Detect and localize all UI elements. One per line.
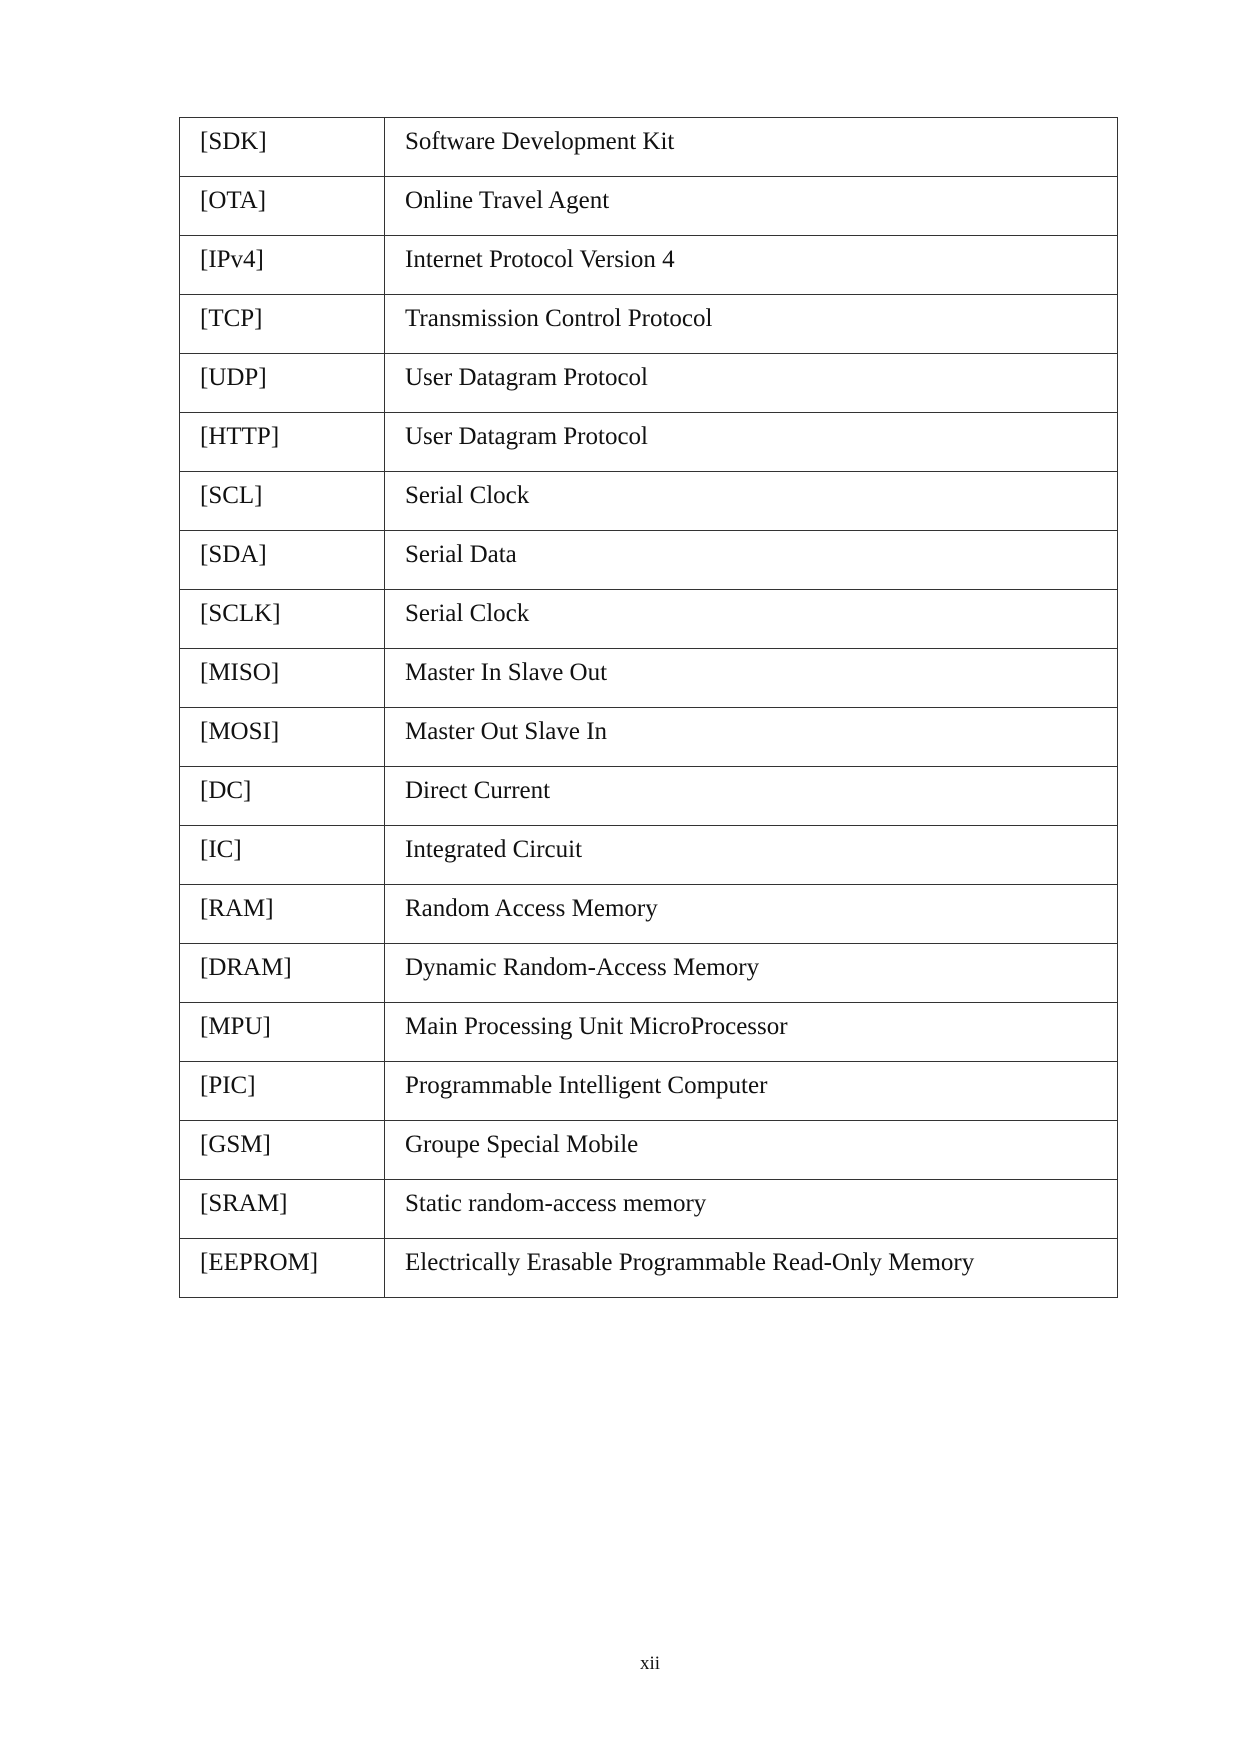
definition-cell (385, 1180, 1118, 1239)
table-row (180, 944, 1118, 1003)
definition-text: User Datagram Protocol (405, 423, 648, 450)
abbreviation-cell (180, 1180, 385, 1239)
definition-cell (385, 1062, 1118, 1121)
definition-cell (385, 118, 1118, 177)
abbreviation-cell (180, 531, 385, 590)
definition-text: Direct Current (405, 777, 551, 804)
abbreviation-cell (180, 826, 385, 885)
definition-cell (385, 472, 1118, 531)
page-number: xii (639, 1653, 661, 1674)
definition-text: Serial Clock (405, 600, 530, 627)
definition-cell (385, 649, 1118, 708)
abbreviation-cell (180, 177, 385, 236)
definition-cell (385, 177, 1118, 236)
definition-cell (385, 708, 1118, 767)
abbreviation-cell (180, 413, 385, 472)
table-row (180, 767, 1118, 826)
definition-text: Integrated Circuit (405, 836, 583, 863)
abbreviation-cell (180, 590, 385, 649)
abbreviation-text: [SDK] (200, 128, 267, 155)
definition-cell (385, 1121, 1118, 1180)
abbreviation-cell (180, 1062, 385, 1121)
abbreviation-cell (180, 885, 385, 944)
definition-text: Transmission Control Protocol (405, 305, 713, 332)
definition-text: User Datagram Protocol (405, 364, 648, 391)
definition-text: Master Out Slave In (405, 718, 608, 745)
abbreviation-text: [EEPROM] (200, 1249, 319, 1276)
definition-text: Software Development Kit (405, 128, 675, 155)
table-row (180, 1180, 1118, 1239)
abbreviation-cell (180, 944, 385, 1003)
definition-text: Dynamic Random-Access Memory (405, 954, 760, 981)
definition-cell (385, 590, 1118, 649)
abbreviation-text: [SCLK] (200, 600, 281, 627)
table-row (180, 708, 1118, 767)
definition-cell (385, 295, 1118, 354)
definition-cell (385, 944, 1118, 1003)
table-row (180, 885, 1118, 944)
table-row (180, 177, 1118, 236)
definition-cell (385, 1239, 1118, 1298)
definition-text: Master In Slave Out (405, 659, 608, 686)
table-row (180, 1121, 1118, 1180)
abbreviation-cell (180, 1121, 385, 1180)
abbreviation-text: [DC] (200, 777, 252, 804)
table-row (180, 1003, 1118, 1062)
definition-cell (385, 531, 1118, 590)
abbreviation-text: [IPv4] (200, 246, 264, 273)
abbreviation-text: [GSM] (200, 1131, 271, 1158)
definition-text: Static random-access memory (405, 1190, 707, 1217)
abbreviation-cell (180, 649, 385, 708)
definition-text: Serial Data (405, 541, 517, 568)
abbreviation-cell (180, 354, 385, 413)
table-row (180, 472, 1118, 531)
definition-text: Online Travel Agent (405, 187, 610, 214)
table-row (180, 590, 1118, 649)
definition-cell (385, 1003, 1118, 1062)
abbreviation-table (179, 117, 1118, 1298)
abbreviation-text: [DRAM] (200, 954, 292, 981)
table-row (180, 413, 1118, 472)
abbreviation-text: [HTTP] (200, 423, 280, 450)
abbreviation-text: [SRAM] (200, 1190, 288, 1217)
abbreviation-text: [RAM] (200, 895, 274, 922)
abbreviation-text: [SCL] (200, 482, 263, 509)
abbreviation-text: [MISO] (200, 659, 280, 686)
abbreviation-text: [IC] (200, 836, 242, 863)
definition-cell (385, 826, 1118, 885)
table-row (180, 295, 1118, 354)
abbreviation-text: [PIC] (200, 1072, 256, 1099)
table-row (180, 236, 1118, 295)
abbreviation-cell (180, 1239, 385, 1298)
table-row (180, 1062, 1118, 1121)
definition-cell (385, 236, 1118, 295)
definition-cell (385, 885, 1118, 944)
definition-text: Groupe Special Mobile (405, 1131, 639, 1158)
abbreviation-cell (180, 236, 385, 295)
table-row (180, 531, 1118, 590)
table-row (180, 1239, 1118, 1298)
abbreviation-cell (180, 295, 385, 354)
definition-text: Electrically Erasable Programmable Read-Only Memory (405, 1249, 975, 1276)
abbreviation-cell (180, 708, 385, 767)
definition-text: Random Access Memory (405, 895, 658, 922)
definition-cell (385, 413, 1118, 472)
abbreviation-text: [MOSI] (200, 718, 280, 745)
definition-cell (385, 354, 1118, 413)
abbreviation-cell (180, 472, 385, 531)
definition-text: Programmable Intelligent Computer (405, 1072, 768, 1099)
abbreviation-cell (180, 767, 385, 826)
abbreviation-cell (180, 118, 385, 177)
table-row (180, 354, 1118, 413)
definition-text: Main Processing Unit MicroProcessor (405, 1013, 788, 1040)
definition-text: Serial Clock (405, 482, 530, 509)
abbreviation-text: [MPU] (200, 1013, 271, 1040)
abbreviation-text: [SDA] (200, 541, 267, 568)
table-row (180, 118, 1118, 177)
table-row (180, 649, 1118, 708)
abbreviation-text: [UDP] (200, 364, 267, 391)
abbreviation-text: [TCP] (200, 305, 263, 332)
definition-text: Internet Protocol Version 4 (405, 246, 675, 273)
table-row (180, 826, 1118, 885)
abbreviation-cell (180, 1003, 385, 1062)
definition-cell (385, 767, 1118, 826)
abbreviation-text: [OTA] (200, 187, 267, 214)
